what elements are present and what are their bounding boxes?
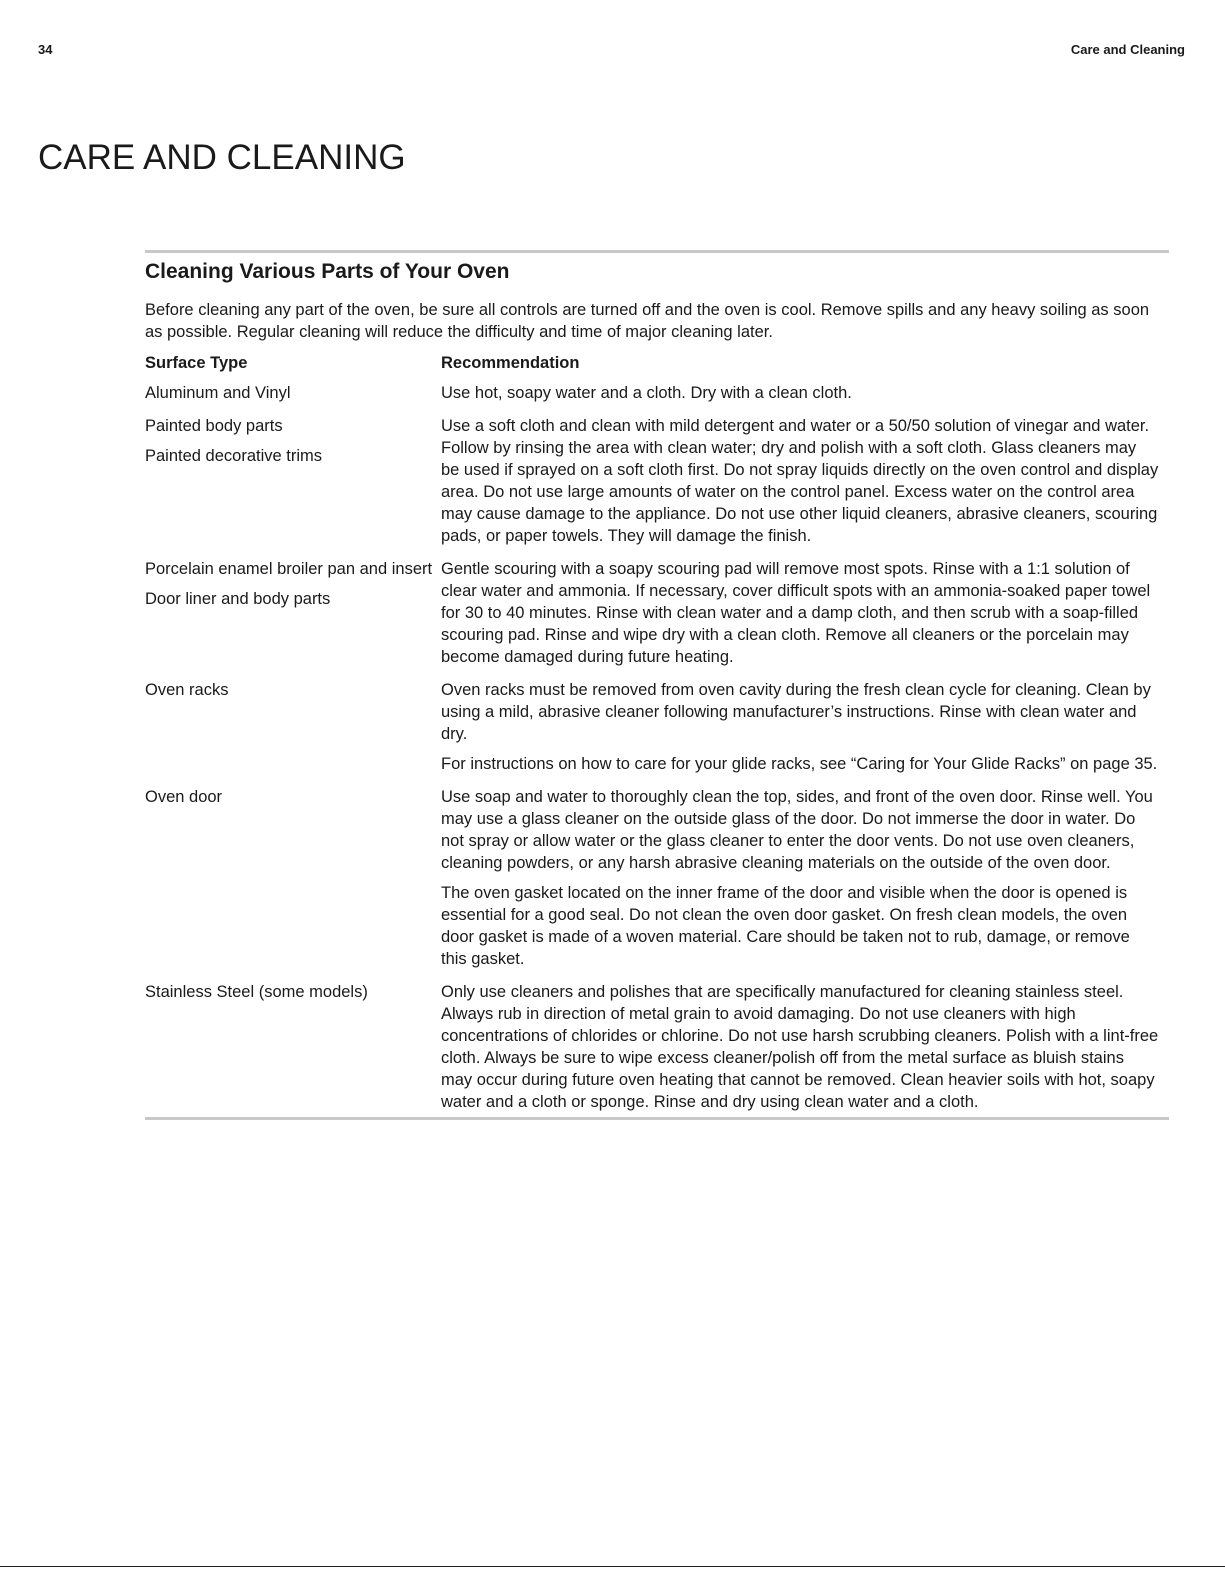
- surface-type: Oven door: [145, 788, 223, 806]
- table-row: [145, 415, 1169, 547]
- recommendation-text: Gentle scouring with a soapy scouring pad will remove most spots. Rinse with a 1:1 solution of clear water and ammonia. If necessary, cover difficult spots with an ammonia-soaked paper towel for 30 to 40 minutes. Rinse with clean water and a damp cloth, and then scrub with a soap-filled scouring pad. Rinse and wipe dry with a clean cloth. Remove all cleaners or the porcelain may become damaged during future heating.: [441, 560, 1151, 666]
- section-bottom-rule: [145, 1117, 1169, 1120]
- table-row: [145, 981, 1169, 1113]
- recommendation-text: The oven gasket located on the inner frame of the door and visible when the door is opened is essential for a good seal. Do not clean the oven door gasket. On fresh clean models, the oven door gasket is made of a woven material. Care should be taken not to rub, damage, or remove this gasket.: [441, 884, 1130, 968]
- surface-type: Oven racks: [145, 681, 229, 699]
- recommendation-text: Oven racks must be removed from oven cavity during the fresh clean cycle for cleaning. Clean by using a mild, abrasive cleaner following manufacturer’s instructions. Rinse with clean water and dry.: [441, 681, 1151, 743]
- recommendation-text: Use soap and water to thoroughly clean the top, sides, and front of the oven door. Rinse well. You may use a glass cleaner on the outside glass of the door. Do not immerse the door in water. Do not spray or allow water or the glass cleaner to enter the door vents. Do not use oven cleaners, cleaning powders, or any harsh abrasive cleaning materials on the outside of the oven door.: [441, 788, 1153, 872]
- cleaning-table: [145, 352, 1169, 1113]
- cleaning-section: [145, 250, 1169, 1120]
- recommendation-cell: [441, 558, 1169, 668]
- recommendation-cell: [441, 382, 1169, 404]
- page-number: 34: [38, 42, 53, 57]
- section-heading: Cleaning Various Parts of Your Oven: [145, 260, 510, 283]
- running-head: Care and Cleaning: [1070, 42, 1185, 57]
- surface-cell: [145, 786, 441, 970]
- section-intro: Before cleaning any part of the oven, be sure all controls are turned off and the oven is cool. Remove spills and any heavy soiling as soon as possible. Regular cleaning will reduce the difficulty and time of major cleaning later.: [145, 301, 1150, 341]
- recommendation-text: Use hot, soapy water and a cloth. Dry with a clean cloth.: [441, 384, 852, 402]
- surface-type: Door liner and body parts: [145, 590, 331, 608]
- recommendation-cell: [441, 786, 1169, 970]
- recommendation-cell: [441, 415, 1169, 547]
- chapter-title: CARE AND CLEANING: [38, 138, 406, 177]
- surface-type: Aluminum and Vinyl: [145, 384, 291, 402]
- surface-type: Stainless Steel (some models): [145, 983, 368, 1001]
- surface-cell: [145, 382, 441, 404]
- page-bottom-border: [0, 1566, 1225, 1567]
- table-row: [145, 679, 1169, 775]
- recommendation-cell: [441, 981, 1169, 1113]
- recommendation-text: Use a soft cloth and clean with mild detergent and water or a 50/50 solution of vinegar and water. Follow by rinsing the area with clean water; dry and polish with a soft cloth. Glass cleaners may be used if sprayed on a soft cloth first. Do not spray liquids directly on the oven control and display area. Do not use large amounts of water on the control panel. Excess water on the control area may cause damage to the appliance. Do not use other liquid cleaners, abrasive cleaners, scouring pads, or paper towels. They will damage the finish.: [441, 417, 1159, 545]
- recommendation-header: Recommendation: [441, 354, 580, 372]
- recommendation-text: Only use cleaners and polishes that are specifically manufactured for cleaning stainless steel. Always rub in direction of metal grain to avoid damaging. Do not use cleaners with high concentrations of chlorides or chlorine. Do not use harsh scrubbing cleaners. Polish with a lint-free cloth. Always be sure to wipe excess cleaner/polish off from the metal surface as bluish stains may occur during future oven heating that cannot be removed. Clean heavier soils with hot, soapy water and a cloth or sponge. Rinse and dry using clean water and a cloth.: [441, 983, 1159, 1111]
- surface-type: Painted decorative trims: [145, 447, 322, 465]
- table-header-row: [145, 352, 1169, 374]
- section-top-rule: [145, 250, 1169, 253]
- recommendation-cell: [441, 679, 1169, 775]
- table-row: [145, 558, 1169, 668]
- surface-type: Porcelain enamel broiler pan and insert: [145, 560, 433, 578]
- table-row: [145, 382, 1169, 404]
- surface-cell: [145, 558, 441, 668]
- table-row: [145, 786, 1169, 970]
- surface-type-header: Surface Type: [145, 354, 248, 372]
- recommendation-text: For instructions on how to care for your glide racks, see “Caring for Your Glide Racks” on page 35.: [441, 755, 1158, 773]
- surface-cell: [145, 679, 441, 775]
- surface-cell: [145, 981, 441, 1113]
- surface-cell: [145, 415, 441, 547]
- surface-type: Painted body parts: [145, 417, 283, 435]
